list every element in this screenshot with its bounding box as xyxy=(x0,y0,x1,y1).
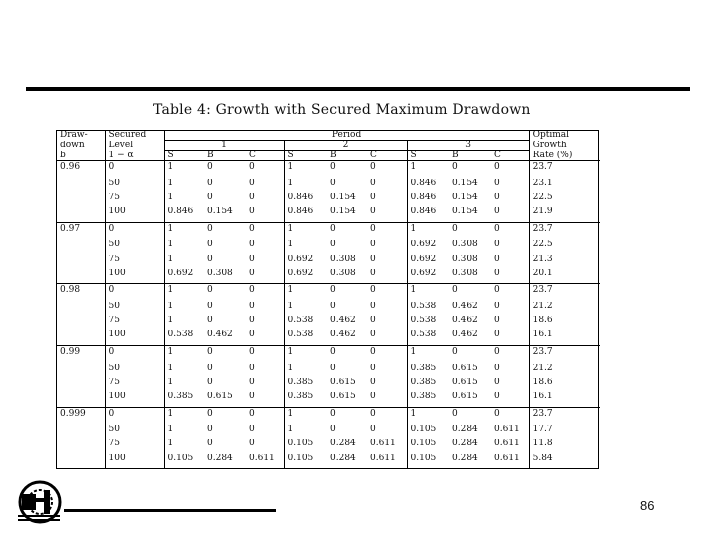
cell-c: 0 xyxy=(491,330,529,345)
optimal-rate-cell: 17.7 xyxy=(532,425,553,435)
secured-level-cell: 100 xyxy=(105,392,164,407)
table-row xyxy=(57,392,600,407)
drawdown-cell-empty xyxy=(57,207,105,222)
cell-c: 0 xyxy=(246,179,284,193)
drawdown-cell: 0.98 xyxy=(57,284,105,302)
cell-c: 0 xyxy=(491,316,529,330)
optimal-rate-cell: 22.5 xyxy=(532,240,553,250)
cell-b: 0.284 xyxy=(330,439,356,449)
cell-b: 0 xyxy=(207,408,213,419)
header-drawdown-1: Draw- xyxy=(57,131,105,141)
cell-s: 1 xyxy=(167,254,174,264)
cell-b: 0 xyxy=(207,240,213,250)
header-period-3: 3 xyxy=(407,141,529,151)
cell-c: 0 xyxy=(367,364,407,378)
cell-c: 0 xyxy=(246,207,284,222)
cell-c: 0.611 xyxy=(491,425,529,439)
cell-c: 0 xyxy=(246,284,284,302)
cell-c: 0 xyxy=(246,425,284,439)
cell-b: 0 xyxy=(330,363,336,373)
table-row xyxy=(57,179,600,193)
table-row xyxy=(57,454,600,468)
table-row xyxy=(57,378,600,392)
growth-table xyxy=(56,130,599,469)
cell-s: 1 xyxy=(167,301,174,311)
cell-c: 0 xyxy=(491,207,529,222)
optimal-rate-cell: 23.7 xyxy=(532,162,553,172)
optimal-rate-cell: 23.7 xyxy=(532,408,553,419)
secured-level-cell: 75 xyxy=(105,378,164,392)
cell-s: 0.538 xyxy=(287,316,314,326)
cell-c: 0 xyxy=(491,269,529,284)
drawdown-cell-empty xyxy=(57,392,105,407)
cell-c: 0 xyxy=(246,378,284,392)
table-row xyxy=(57,207,600,222)
cell-s: 0.846 xyxy=(284,207,327,222)
cell-s: 1 xyxy=(410,223,417,234)
optimal-rate-cell: 18.6 xyxy=(532,377,553,387)
cell-b: 0.308 xyxy=(449,269,491,284)
cell-c: 0.611 xyxy=(491,454,529,468)
cell-c: 0 xyxy=(491,222,529,240)
cell-b: 0.615 xyxy=(449,392,491,407)
header-secured-2: Level xyxy=(105,141,164,151)
cell-c: 0 xyxy=(246,330,284,345)
cell-b: 0.462 xyxy=(204,330,246,345)
cell-s: 1 xyxy=(287,408,294,419)
header-row-1 xyxy=(57,131,600,141)
optimal-rate-cell: 23.7 xyxy=(532,223,553,234)
cell-c: 0 xyxy=(367,179,407,193)
cell-s: 0.692 xyxy=(410,240,437,250)
cell-c: 0 xyxy=(491,364,529,378)
cell-b: 0.284 xyxy=(452,439,478,449)
cell-c: 0 xyxy=(246,222,284,240)
cell-b: 0.462 xyxy=(330,316,356,326)
header-s-1: S xyxy=(164,151,204,161)
table-row xyxy=(57,407,600,425)
cell-b: 0 xyxy=(207,425,213,435)
cell-s: 1 xyxy=(410,346,417,357)
header-s-2: S xyxy=(284,151,327,161)
table-row xyxy=(57,439,600,453)
optimal-rate-cell: 21.2 xyxy=(532,363,553,373)
cell-c: 0 xyxy=(491,407,529,425)
header-row-2 xyxy=(57,141,600,151)
drawdown-cell-empty xyxy=(57,364,105,378)
cell-c: 0 xyxy=(367,161,407,179)
optimal-rate-cell: 21.3 xyxy=(532,254,553,264)
drawdown-cell: 0.97 xyxy=(57,222,105,240)
drawdown-table xyxy=(57,131,600,468)
top-rule xyxy=(26,87,690,91)
cell-b: 0.154 xyxy=(330,192,356,202)
cell-b: 0 xyxy=(452,346,458,357)
optimal-rate-cell: 23.7 xyxy=(532,285,553,296)
cell-c: 0 xyxy=(367,378,407,392)
cell-c: 0 xyxy=(246,392,284,407)
table-caption: Table 4: Growth with Secured Maximum Drawdown xyxy=(153,102,531,118)
cell-b: 0 xyxy=(207,316,213,326)
drawdown-cell-empty xyxy=(57,240,105,254)
cell-c: 0 xyxy=(367,345,407,363)
cell-b: 0 xyxy=(207,377,213,387)
cell-s: 0.692 xyxy=(164,269,204,284)
header-period-1: 1 xyxy=(164,141,284,151)
cell-s: 1 xyxy=(287,240,294,250)
cell-c: 0 xyxy=(246,255,284,269)
cell-s: 1 xyxy=(167,285,174,296)
cell-s: 0.846 xyxy=(164,207,204,222)
header-optimal-1: Optimal xyxy=(532,131,570,140)
cell-c: 0 xyxy=(246,364,284,378)
cell-b: 0 xyxy=(452,285,458,296)
table-row xyxy=(57,425,600,439)
cell-s: 1 xyxy=(287,178,294,188)
optimal-rate-cell: 21.9 xyxy=(529,207,600,222)
cell-b: 0 xyxy=(207,301,213,311)
cell-b: 0 xyxy=(330,162,336,172)
cell-s: 0.385 xyxy=(410,363,437,373)
cell-b: 0.462 xyxy=(452,316,478,326)
drawdown-cell-empty xyxy=(57,316,105,330)
cell-b: 0.284 xyxy=(330,453,356,463)
cell-b: 0.462 xyxy=(449,330,491,345)
secured-level-cell: 75 xyxy=(105,255,164,269)
page-number: 86 xyxy=(640,498,655,513)
header-secured-1: Secured xyxy=(105,131,164,141)
cell-s: 0.385 xyxy=(407,392,449,407)
cell-b: 0 xyxy=(330,425,336,435)
secured-level-cell: 0 xyxy=(105,345,164,363)
cell-b: 0 xyxy=(207,223,213,234)
cell-s: 1 xyxy=(167,363,174,373)
cell-s: 1 xyxy=(410,285,417,296)
cell-b: 0.154 xyxy=(449,207,491,222)
secured-level-cell: 50 xyxy=(105,240,164,254)
cell-s: 1 xyxy=(287,285,294,296)
cell-b: 0.615 xyxy=(327,392,367,407)
cell-c: 0 xyxy=(367,222,407,240)
cell-b: 0.154 xyxy=(327,207,367,222)
cell-s: 1 xyxy=(410,408,417,419)
table-row xyxy=(57,330,600,345)
cell-c: 0 xyxy=(367,330,407,345)
cell-b: 0 xyxy=(207,439,213,449)
cell-b: 0.308 xyxy=(452,240,478,250)
secured-level-cell: 75 xyxy=(105,193,164,207)
cell-b: 0 xyxy=(330,408,336,419)
optimal-rate-cell: 11.8 xyxy=(532,439,553,449)
table-row xyxy=(57,302,600,316)
table-row xyxy=(57,316,600,330)
cell-b: 0 xyxy=(207,346,213,357)
cell-s: 1 xyxy=(410,162,417,172)
header-b-1: B xyxy=(204,151,246,161)
cell-b: 0 xyxy=(330,223,336,234)
optimal-rate-cell: 18.6 xyxy=(532,316,553,326)
cell-c: 0 xyxy=(491,302,529,316)
cell-c: 0 xyxy=(246,439,284,453)
cell-b: 0.615 xyxy=(330,377,356,387)
bottom-rule xyxy=(64,509,276,512)
drawdown-cell-empty xyxy=(57,269,105,284)
cell-c: 0 xyxy=(491,161,529,179)
cell-c: 0 xyxy=(491,392,529,407)
header-b-3: B xyxy=(449,151,491,161)
cell-s: 0.105 xyxy=(287,439,314,449)
cell-b: 0.154 xyxy=(452,178,478,188)
header-drawdown-2: down xyxy=(57,141,105,151)
optimal-rate-cell: 5.84 xyxy=(532,453,553,463)
cell-s: 0.846 xyxy=(410,192,437,202)
cell-c: 0 xyxy=(246,240,284,254)
cell-s: 0.846 xyxy=(287,192,314,202)
cell-b: 0 xyxy=(452,223,458,234)
optimal-rate-cell: 23.1 xyxy=(532,178,553,188)
optimal-rate-cell: 16.1 xyxy=(529,392,600,407)
cell-c: 0 xyxy=(367,269,407,284)
drawdown-cell-empty xyxy=(57,378,105,392)
table-row xyxy=(57,161,600,179)
drawdown-cell-empty xyxy=(57,179,105,193)
cell-s: 0.105 xyxy=(410,453,437,463)
cell-c: 0 xyxy=(367,207,407,222)
secured-level-cell: 75 xyxy=(105,316,164,330)
secured-level-cell: 100 xyxy=(105,454,164,468)
cell-b: 0 xyxy=(207,192,213,202)
cell-s: 0.538 xyxy=(407,330,449,345)
cell-s: 0.385 xyxy=(410,377,437,387)
cell-b: 0 xyxy=(330,178,336,188)
cell-s: 0.846 xyxy=(410,178,437,188)
cell-c: 0 xyxy=(246,193,284,207)
cell-s: 1 xyxy=(287,425,294,435)
optimal-rate-cell: 22.5 xyxy=(532,192,553,202)
optimal-rate-cell: 16.1 xyxy=(529,330,600,345)
table-row xyxy=(57,222,600,240)
cell-b: 0.154 xyxy=(452,192,478,202)
cell-c: 0 xyxy=(491,345,529,363)
cell-s: 1 xyxy=(167,408,174,419)
cell-b: 0.308 xyxy=(452,254,478,264)
cell-c: 0.611 xyxy=(246,454,284,468)
cell-s: 0.692 xyxy=(410,254,437,264)
cell-b: 0.308 xyxy=(204,269,246,284)
cell-b: 0 xyxy=(330,285,336,296)
header-s-3: S xyxy=(407,151,449,161)
table-row xyxy=(57,240,600,254)
cell-c: 0 xyxy=(367,193,407,207)
secured-level-cell: 50 xyxy=(105,425,164,439)
cell-s: 0.538 xyxy=(410,301,437,311)
cell-c: 0.611 xyxy=(491,439,529,453)
header-secured-3: 1 − α xyxy=(105,151,164,161)
cell-s: 1 xyxy=(167,377,174,387)
cell-b: 0 xyxy=(330,301,336,311)
secured-level-cell: 75 xyxy=(105,439,164,453)
cell-s: 1 xyxy=(167,316,174,326)
table-row xyxy=(57,284,600,302)
drawdown-cell-empty xyxy=(57,425,105,439)
drawdown-cell-empty xyxy=(57,454,105,468)
table-row xyxy=(57,269,600,284)
cell-s: 0.105 xyxy=(287,453,314,463)
cell-s: 0.692 xyxy=(287,254,314,264)
cell-c: 0 xyxy=(367,302,407,316)
cell-c: 0 xyxy=(367,425,407,439)
cell-c: 0 xyxy=(491,193,529,207)
header-c-1: C xyxy=(246,151,284,161)
secured-level-cell: 0 xyxy=(105,284,164,302)
cell-s: 1 xyxy=(167,178,174,188)
cell-c: 0.611 xyxy=(367,454,407,468)
cell-s: 1 xyxy=(167,192,174,202)
cell-b: 0.615 xyxy=(452,377,478,387)
cell-b: 0.284 xyxy=(452,453,478,463)
cell-c: 0 xyxy=(491,240,529,254)
header-period-2: 2 xyxy=(284,141,407,151)
cell-s: 1 xyxy=(287,363,294,373)
cell-b: 0 xyxy=(452,162,458,172)
optimal-rate-cell: 20.1 xyxy=(529,269,600,284)
cell-c: 0 xyxy=(367,255,407,269)
header-period: Period xyxy=(164,131,529,141)
cell-b: 0 xyxy=(207,254,213,264)
header-row-3 xyxy=(57,151,600,161)
cell-s: 1 xyxy=(167,240,174,250)
secured-level-cell: 50 xyxy=(105,302,164,316)
cell-c: 0 xyxy=(491,179,529,193)
cell-c: 0 xyxy=(246,345,284,363)
cell-b: 0.154 xyxy=(204,207,246,222)
drawdown-cell-empty xyxy=(57,330,105,345)
cell-s: 0.538 xyxy=(164,330,204,345)
header-c-3: C xyxy=(491,151,529,161)
cell-b: 0.284 xyxy=(207,453,233,463)
header-drawdown-3: b xyxy=(57,151,105,161)
optimal-rate-cell: 21.2 xyxy=(532,301,553,311)
cell-b: 0.308 xyxy=(327,269,367,284)
secured-level-cell: 50 xyxy=(105,179,164,193)
cell-c: 0 xyxy=(246,302,284,316)
cell-s: 0.105 xyxy=(410,439,437,449)
drawdown-cell-empty xyxy=(57,193,105,207)
drawdown-cell-empty xyxy=(57,439,105,453)
cell-s: 0.385 xyxy=(284,392,327,407)
cell-s: 1 xyxy=(287,162,294,172)
cell-s: 1 xyxy=(287,223,294,234)
secured-level-cell: 50 xyxy=(105,364,164,378)
drawdown-cell: 0.999 xyxy=(57,407,105,425)
cell-b: 0 xyxy=(207,285,213,296)
drawdown-cell: 0.96 xyxy=(57,161,105,179)
table-row xyxy=(57,255,600,269)
cell-c: 0 xyxy=(246,269,284,284)
optimal-rate-cell: 23.7 xyxy=(532,346,553,357)
header-c-2: C xyxy=(367,151,407,161)
cell-s: 1 xyxy=(167,346,174,357)
secured-level-cell: 0 xyxy=(105,222,164,240)
table-row xyxy=(57,364,600,378)
cell-c: 0 xyxy=(246,316,284,330)
header-b-2: B xyxy=(327,151,367,161)
header-optimal-2: Growth xyxy=(532,140,567,150)
cell-b: 0.615 xyxy=(452,363,478,373)
cell-c: 0 xyxy=(491,284,529,302)
cell-c: 0 xyxy=(246,161,284,179)
table-body xyxy=(57,161,600,469)
secured-level-cell: 100 xyxy=(105,207,164,222)
cell-s: 1 xyxy=(167,439,174,449)
cell-b: 0.462 xyxy=(452,301,478,311)
cell-c: 0 xyxy=(367,284,407,302)
drawdown-cell: 0.99 xyxy=(57,345,105,363)
cell-c: 0 xyxy=(491,255,529,269)
cell-b: 0.308 xyxy=(330,254,356,264)
cell-s: 1 xyxy=(167,162,174,172)
cell-c: 0.611 xyxy=(367,439,407,453)
cell-b: 0 xyxy=(207,363,213,373)
cell-b: 0 xyxy=(330,346,336,357)
cell-b: 0 xyxy=(207,178,213,188)
cell-b: 0.462 xyxy=(327,330,367,345)
cell-s: 1 xyxy=(287,346,294,357)
cell-b: 0.284 xyxy=(452,425,478,435)
cell-s: 0.846 xyxy=(407,207,449,222)
cell-b: 0 xyxy=(207,162,213,172)
cell-s: 0.105 xyxy=(410,425,437,435)
secured-level-cell: 0 xyxy=(105,407,164,425)
cell-c: 0 xyxy=(367,316,407,330)
secured-level-cell: 100 xyxy=(105,269,164,284)
secured-level-cell: 100 xyxy=(105,330,164,345)
drawdown-cell-empty xyxy=(57,302,105,316)
cell-s: 1 xyxy=(167,425,174,435)
cell-s: 0.692 xyxy=(284,269,327,284)
institution-logo-icon xyxy=(14,478,64,526)
cell-c: 0 xyxy=(246,407,284,425)
cell-b: 0.615 xyxy=(204,392,246,407)
cell-c: 0 xyxy=(367,240,407,254)
cell-s: 0.538 xyxy=(410,316,437,326)
cell-b: 0 xyxy=(452,408,458,419)
table-row xyxy=(57,193,600,207)
cell-b: 0 xyxy=(330,240,336,250)
cell-s: 0.105 xyxy=(167,453,194,463)
cell-s: 0.385 xyxy=(287,377,314,387)
header-optimal-3: Rate (%) xyxy=(529,151,600,161)
cell-c: 0 xyxy=(367,392,407,407)
cell-s: 0.538 xyxy=(284,330,327,345)
table-row xyxy=(57,345,600,363)
cell-s: 0.692 xyxy=(407,269,449,284)
drawdown-cell-empty xyxy=(57,255,105,269)
cell-c: 0 xyxy=(491,378,529,392)
cell-s: 1 xyxy=(287,301,294,311)
cell-s: 1 xyxy=(167,223,174,234)
secured-level-cell: 0 xyxy=(105,161,164,179)
cell-s: 0.385 xyxy=(164,392,204,407)
cell-c: 0 xyxy=(367,407,407,425)
